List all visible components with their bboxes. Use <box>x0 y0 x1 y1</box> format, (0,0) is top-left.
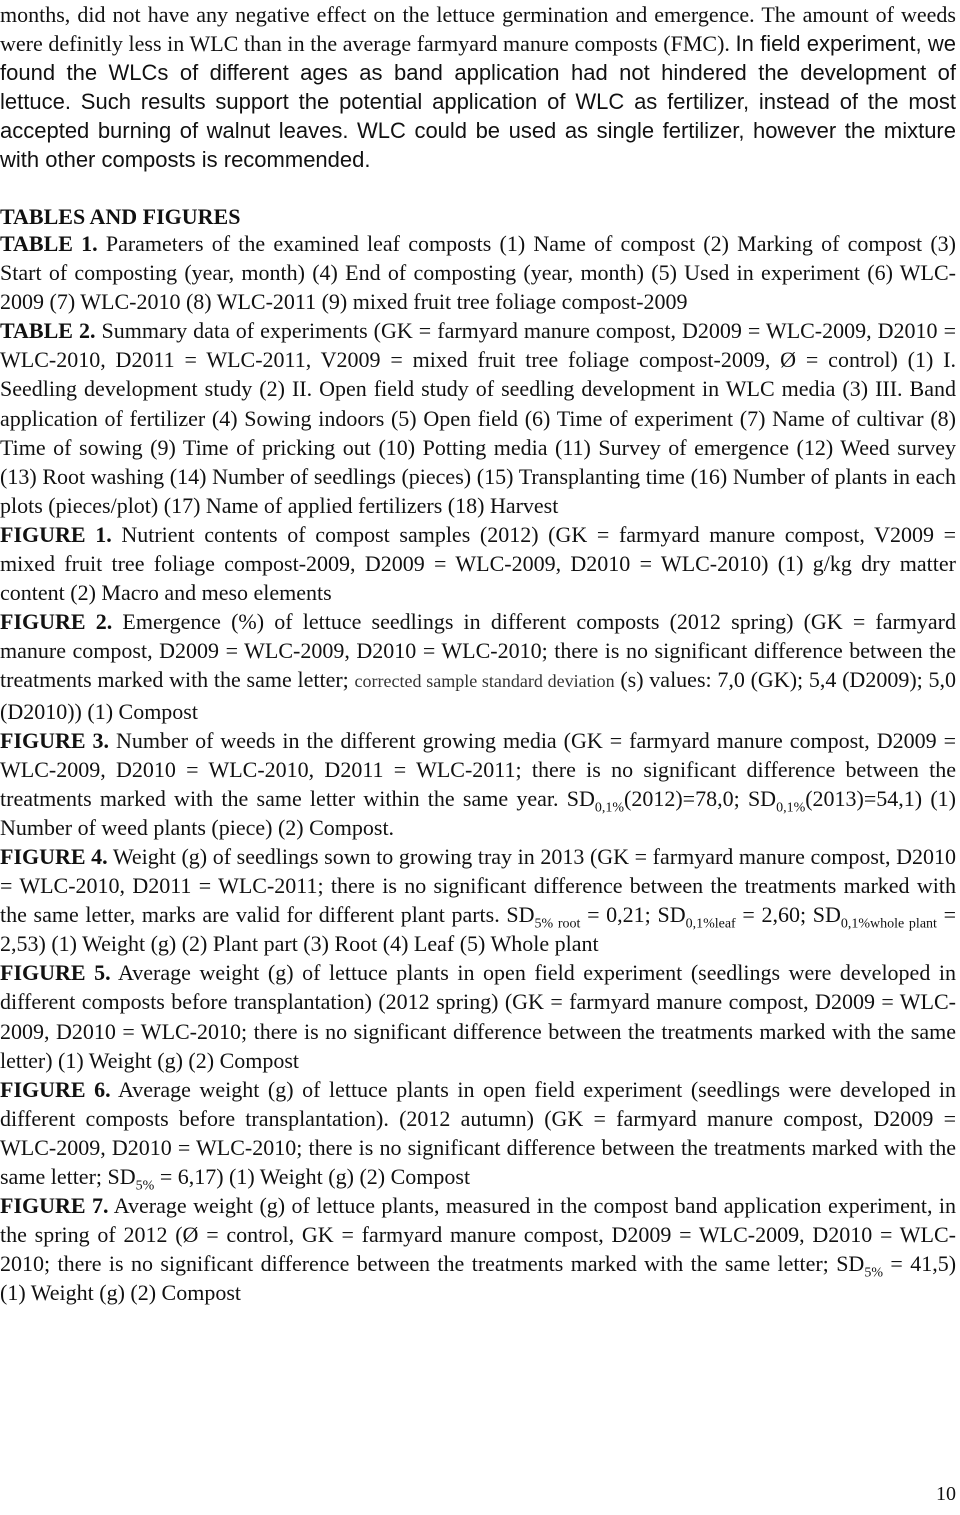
figure3-sub-b: 0,1% <box>776 800 806 816</box>
figure2-text-b: (s) values: 7,0 (GK); 5,4 (D2009); 5,0 (D2010)) (1) Compost <box>0 667 956 724</box>
figure7-caption <box>0 1191 956 1307</box>
conclusion-text-serif: months, did not have any negative effect on the lettuce germination and emergence. The amount of weeds were definitly less in WLC than in the average farmyard manure composts (FMC). <box>0 2 956 56</box>
figure4-text-b: = 0,21; <box>587 902 651 928</box>
table1-caption <box>0 229 956 316</box>
figure2-text-small: corrected sample standard deviation <box>354 671 615 692</box>
table1-label: TABLE 1. <box>0 231 98 256</box>
figure6-sub: 5% <box>135 1178 155 1194</box>
figure4-sub-c: 0,1%whole plant <box>840 916 937 932</box>
figure3-label: FIGURE 3. <box>0 727 110 753</box>
figure7-text-a: Average weight (g) of lettuce plants, measured in the compost band application experiment, in the spring of 2012 (Ø = control, GK = farmyard manure compost, D2009 = WLC-2009, D2010 = WLC-2010; there is no significant difference between the treatments marked with the same letter; <box>0 1193 957 1277</box>
figure4-text-d: = 2,53) (1) Weight (g) (2) Plant part (3) Root (4) Leaf (5) Whole plant <box>0 902 957 957</box>
figure6-label: FIGURE 6. <box>0 1076 111 1102</box>
figure6-text-a: Average weight (g) of lettuce plants in open field experiment (seedlings were developed in different composts before transplantation). (2012 autumn) (GK = farmyard manure compost, D2009 = WLC-2009, D2010 = WLC-2010; there is no significant difference between the treatments marked with the same letter; <box>0 1076 957 1189</box>
figure4-sd-c: SD <box>812 902 841 928</box>
section-heading: TABLES AND FIGURES <box>0 204 241 229</box>
figure3-caption <box>0 726 956 842</box>
figure4-caption <box>0 842 956 958</box>
figure4-sd-b: SD <box>657 902 686 928</box>
figure1-caption <box>0 520 956 607</box>
figure4-sd-a: SD <box>506 902 535 928</box>
figure3-sd-b: SD <box>747 785 777 811</box>
figure6-sd: SD <box>107 1164 136 1189</box>
figure7-label: FIGURE 7. <box>0 1193 109 1219</box>
figure4-sub-b: 0,1%leaf <box>685 916 736 932</box>
figure7-sub: 5% <box>864 1265 883 1281</box>
figure3-text-c: (2013)=54,1) (1) Number of weed plants (piece) (2) Compost. <box>0 785 957 840</box>
figure5-caption <box>0 958 956 1074</box>
figure5-text: Average weight (g) of lettuce plants in open field experiment (seedlings were developed in different composts before transplantation) (2012 spring) (GK = farmyard manure compost, D2009 = WLC-2009, D2010 = WLC-2010; there is no significant difference between the treatments marked with the same letter) (1) Weight (g) (2) Compost <box>0 960 957 1073</box>
captions-list <box>0 229 956 1307</box>
figure4-text-c: = 2,60; <box>742 902 807 928</box>
figure2-label: FIGURE 2. <box>0 609 113 635</box>
table1-text: Parameters of the examined leaf composts (1) Name of compost (2) Marking of compost (3) Start of composting (year, month) (4) End of composting (year, month) (5) Used in experiment (6) WLC-2009 (7) WLC-2010 (8) WLC-2011 (9) mixed fruit tree foliage compost-2009 <box>0 231 956 315</box>
figure2-caption <box>0 607 956 725</box>
figure2-text-a: Emergence (%) of lettuce seedlings in different composts (2012 spring) (GK = farmyard manure compost, D2009 = WLC-2009, D2010 = WLC-2010; there is no significant difference between the treatments marked with the same letter; <box>0 609 957 693</box>
figure3-text-b: (2012)=78,0; <box>624 785 740 811</box>
figure1-text: Nutrient contents of compost samples (2012) (GK = farmyard manure compost, V2009 = mixed fruit tree foliage compost-2009, D2009 = WLC-2009, D2010 = WLC-2010) (1) g/kg dry matter content (2) Macro and meso elements <box>0 521 957 606</box>
figure3-text-a: Number of weeds in the different growing media (GK = farmyard manure compost, D2009 = WLC-2009, D2010 = WLC-2010, D2011 = WLC-2011; there is no significant difference between the treatments marked with the same letter within the same year. <box>0 727 956 811</box>
table2-label: TABLE 2. <box>0 318 96 344</box>
figure4-text-a: Weight (g) of seedlings sown to growing tray in 2013 (GK = farmyard manure compost, D2010 = WLC-2010, D2011 = WLC-2011; there is no significant difference between the treatments marked with the same letter, marks are valid for different plant parts. <box>0 843 957 928</box>
page-number: 10 <box>936 1483 956 1505</box>
figure6-text-b: = 6,17) (1) Weight (g) (2) Compost <box>159 1164 471 1189</box>
table2-text: Summary data of experiments (GK = farmyard manure compost, D2009 = WLC-2009, D2010 = WLC-2010, D2011 = WLC-2011, V2009 = mixed fruit tree foliage compost-2009, Ø = control) (1) I. Seedling development study (2) II. Open field study of seedling development in WLC media (3) III. Band application of fertilizer (4) Sowing indoors (5) Open field (6) Time of experiment (7) Name of cultivar (8) Time of sowing (9) Time of pricking out (10) Potting media (11) Survey of emergence (12) Weed survey (13) Root washing (14) Number of seedlings (pieces) (15) Transplanting time (16) Number of plants in each plots (pieces/plot) (17) Name of applied fertilizers (18) Harvest <box>0 318 956 518</box>
figure7-sd: SD <box>836 1251 865 1277</box>
figure4-label: FIGURE 4. <box>0 843 108 869</box>
figure3-sub-a: 0,1% <box>594 800 625 816</box>
figure1-label: FIGURE 1. <box>0 521 112 547</box>
figure4-sub-a: 5% root <box>534 916 581 932</box>
figure6-caption <box>0 1075 957 1194</box>
conclusion-text-sans: In field experiment, we found the WLCs of different ages as band application had not hindered the development of lettuce. Such results support the potential application of WLC as fertilizer, instead of the most accepted burning of walnut leaves. WLC could be used as single fertilizer, however the mixture with other composts is recommended. <box>0 31 957 172</box>
figure3-sd-a: SD <box>566 785 595 811</box>
figure7-text-b: = 41,5) (1) Weight (g) (2) Compost <box>0 1251 957 1306</box>
figure5-label: FIGURE 5. <box>0 960 111 986</box>
conclusion-paragraph <box>0 0 956 174</box>
table2-caption <box>0 316 956 520</box>
